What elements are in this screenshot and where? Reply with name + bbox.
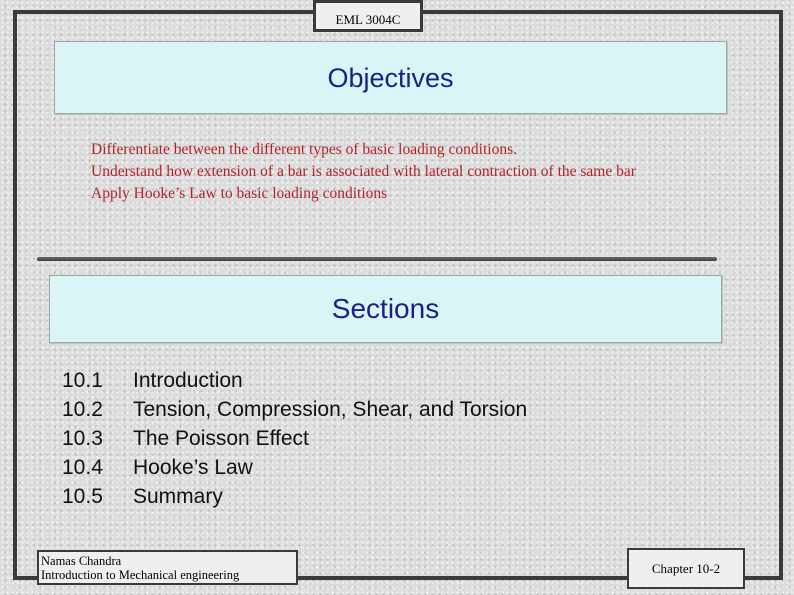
section-label: Hooke’s Law (133, 456, 253, 479)
section-row (62, 424, 527, 453)
section-number: 10.4 (62, 456, 103, 479)
section-row (62, 482, 527, 511)
objective-item: Apply Hooke’s Law to basic loading conditions (91, 185, 388, 202)
footer-book-title: Introduction to Mechanical engineering (41, 568, 240, 582)
objectives-list (91, 141, 671, 207)
objective-item: Understand how extension of a bar is associated with lateral contraction of the same bar (91, 163, 636, 180)
section-number: 10.2 (62, 398, 103, 421)
section-label: The Poisson Effect (133, 427, 309, 450)
footer-author-box (37, 550, 298, 585)
section-number: 10.5 (62, 485, 103, 508)
sections-list (62, 366, 527, 511)
section-divider (37, 257, 717, 261)
section-row (62, 366, 527, 395)
section-label: Tension, Compression, Shear, and Torsion (133, 398, 528, 421)
section-row (62, 453, 527, 482)
sections-title: Sections (331, 293, 440, 324)
objectives-title-box (54, 41, 727, 114)
section-label: Introduction (133, 369, 243, 392)
section-number: 10.1 (62, 369, 103, 392)
course-code-tag (313, 0, 423, 32)
objectives-title: Objectives (327, 63, 454, 93)
section-label: Summary (133, 485, 223, 508)
sections-title-box (49, 275, 722, 343)
objective-item: Differentiate between the different types of basic loading conditions. (91, 141, 517, 158)
footer-author: Namas Chandra (41, 554, 122, 568)
section-number: 10.3 (62, 427, 103, 450)
footer-chapter: Chapter 10-2 (651, 561, 721, 576)
footer-chapter-box (627, 548, 745, 589)
course-code: EML 3004C (335, 12, 401, 27)
section-row (62, 395, 527, 424)
